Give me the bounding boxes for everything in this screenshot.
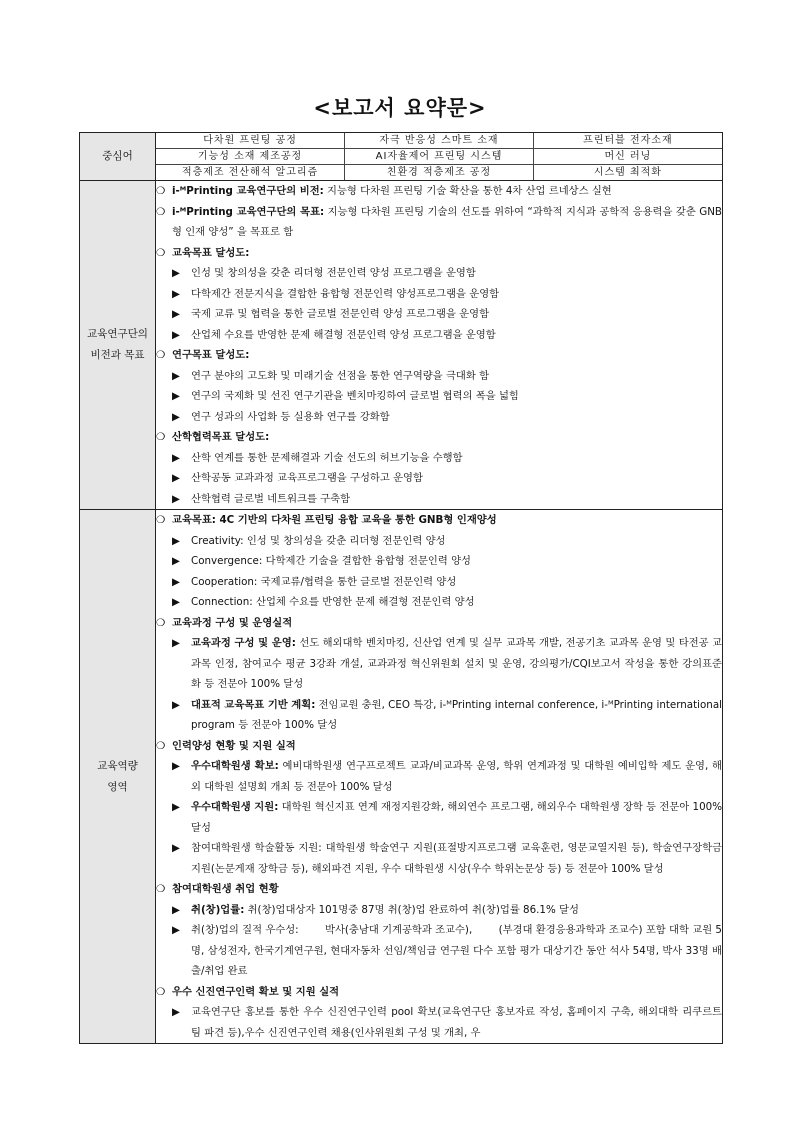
edu-goal-heading: 교육목표 달성도:: [172, 246, 250, 259]
keyword-cell: 자극 반응성 스마트 소재: [345, 133, 534, 149]
keyword-cell: AI자율제어 프린팅 시스템: [345, 149, 534, 165]
circle-bullet-icon: ❍: [156, 205, 166, 218]
hr1-heading: 우수대학원생 확보:: [191, 760, 279, 772]
vision-row: [80, 181, 723, 510]
triangle-bullet-icon: ▶: [172, 451, 180, 464]
edu-goal-title: 교육목표: 4C 기반의 다차원 프린팅 융합 교육을 통한 GNB형 인재양성: [172, 514, 497, 526]
hr2-text: 대학원 혁신지표 연계 재정지원강화, 해외연수 프로그램, 해외우수 대학원생 장학 등 전문아 100% 달성: [191, 801, 722, 834]
triangle-bullet-icon: ▶: [172, 308, 180, 320]
triangle-bullet-icon: ▶: [172, 472, 180, 484]
triangle-bullet-icon: ▶: [172, 760, 180, 772]
keywords-row: [80, 133, 723, 181]
circle-bullet-icon: ❍: [156, 431, 166, 443]
goal-text: 지능형 다차원 프린팅 기술의 선도를 위하여 “과학적 지식과 공학적 응용력을 갖춘 GNB형 인재 양성” 을 목표로 함: [172, 205, 722, 238]
emp1-heading: 취(창)업률:: [191, 903, 245, 916]
curr2-heading: 대표적 교육목표 기반 계획:: [191, 698, 316, 711]
keywords-grid: [156, 133, 722, 180]
triangle-bullet-icon: ▶: [172, 924, 180, 936]
list-item: 연구 분야의 고도화 및 미래기술 선점을 통한 연구역량을 극대화 함: [191, 369, 490, 382]
vision-heading: i-ᴹPrinting 교육연구단의 비전:: [172, 185, 324, 197]
list-item: 다학제간 전문지식을 결합한 융합형 전문인력 양성프로그램을 운영함: [191, 287, 500, 300]
list-item: 연구 성과의 사업화 등 실용화 연구를 강화함: [191, 410, 390, 423]
circle-bullet-icon: ❍: [156, 349, 166, 361]
list-item: 연구의 국제화 및 선진 연구기관을 벤치마킹하여 글로벌 협력의 폭을 넓힘: [191, 390, 519, 402]
circle-bullet-icon: ❍: [156, 616, 166, 629]
curr1-text: 선도 해외대학 벤치마킹, 신산업 연계 및 실무 교과목 개발, 전공기초 교과목 운영 및 타전공 교과목 인정, 참여교수 평균 3강좌 개설, 교과과정 혁신위원회 설치 및 운영, 강의평가/CQI보고서 작성을 통한 강의표준화 등 전문아 100% 달성: [191, 637, 722, 690]
edu-content: [156, 510, 723, 1044]
curr1-heading: 교육과정 구성 및 운영:: [191, 637, 296, 649]
keyword-cell: 머신 러닝: [533, 149, 722, 165]
keyword-cell: 시스템 최적화: [533, 165, 722, 181]
list-item: 인성 및 창의성을 갖춘 리더형 전문인력 양성 프로그램을 운영함: [191, 267, 476, 279]
circle-bullet-icon: ❍: [156, 185, 166, 197]
goal-heading: i-ᴹPrinting 교육연구단의 목표:: [172, 205, 325, 218]
triangle-bullet-icon: ▶: [172, 596, 180, 608]
list-item: 산학공동 교과과정 교육프로그램을 구성하고 운영함: [191, 472, 423, 484]
hr1-text: 예비대학원생 연구프로젝트 교과/비교과목 운영, 학위 연계과정 및 대학원 예비입학 제도 운영, 해외 대학원 설명회 개최 등 전문아 100% 달성: [191, 760, 722, 793]
list-item: 산학협력 글로벌 네트워크를 구축함: [191, 492, 351, 505]
triangle-bullet-icon: ▶: [172, 492, 180, 505]
vision-content: [156, 181, 723, 510]
emp2-text: 취(창)업의 질적 우수성: 박사(충남대 기계공학과 조교수), (부경대 환경응용과학과 조교수) 포함 대학 교원 5명, 삼성전자, 한국기계연구원, 현대자동차 선임/책임급 연구원 다수 포함 평가 대상기간 동안 석사 54명, 박사 33명 배출/취업 완료: [191, 924, 722, 977]
curr-heading: 교육과정 구성 및 운영실적: [172, 616, 293, 629]
triangle-bullet-icon: ▶: [172, 390, 180, 402]
list-item: 산학 연계를 통한 문제해결과 기술 선도의 허브기능을 수행함: [191, 451, 463, 464]
emp-heading: 참여대학원생 취업 현황: [172, 883, 279, 895]
list-item: Cooperation: 국제교류/협력을 통한 글로벌 전문인력 양성: [191, 575, 457, 588]
edu-label: 교육역량 영역: [80, 510, 156, 1044]
circle-bullet-icon: ❍: [156, 246, 166, 259]
triangle-bullet-icon: ▶: [172, 801, 180, 813]
triangle-bullet-icon: ▶: [172, 698, 180, 711]
nr1-text: 교육연구단 홍보를 통한 우수 신진연구인력 pool 확보(교육연구단 홍보자료 작성, 홈페이지 구축, 해외대학 리쿠르트 팀 파견 등),우수 신진연구인력 채용(인사위원회 구성 및 개최, 우: [191, 1006, 722, 1039]
ind-goal-heading: 산학협력목표 달성도:: [172, 431, 270, 443]
vision-label: 교육연구단의 비전과 목표: [80, 181, 156, 510]
res-goal-heading: 연구목표 달성도:: [172, 349, 250, 361]
triangle-bullet-icon: ▶: [172, 287, 180, 300]
triangle-bullet-icon: ▶: [172, 1006, 180, 1018]
list-item: 국제 교류 및 협력을 통한 글로벌 전문인력 양성 프로그램을 운영함: [191, 308, 490, 320]
triangle-bullet-icon: ▶: [172, 328, 180, 341]
triangle-bullet-icon: ▶: [172, 842, 180, 854]
circle-bullet-icon: ❍: [156, 514, 166, 526]
keyword-cell: 적층제조 전산해석 알고리즘: [156, 165, 345, 181]
keyword-cell: 프린터블 전자소재: [533, 133, 722, 149]
page-title: <보고서 요약문>: [313, 96, 487, 120]
list-item: Connection: 산업체 수요를 반영한 문제 해결형 전문인력 양성: [191, 596, 475, 608]
list-item: Convergence: 다학제간 기술을 결합한 융합형 전문인력 양성: [191, 555, 471, 567]
hr2-heading: 우수대학원생 지원:: [191, 801, 279, 813]
keyword-cell: 친환경 적층제조 공정: [345, 165, 534, 181]
triangle-bullet-icon: ▶: [172, 369, 180, 382]
curr2-text: 전임교원 충원, CEO 특강, i-ᴹPrinting internal conference, i-ᴹPrinting international program 등 전문아 100% 달성: [191, 698, 722, 731]
emp1-text: 취(창)업대상자 101명중 87명 취(창)업 완료하여 취(창)업률 86.1% 달성: [244, 903, 579, 916]
list-item: Creativity: 인성 및 창의성을 갖춘 리더형 전문인력 양성: [191, 534, 446, 547]
summary-table: [79, 132, 723, 1044]
triangle-bullet-icon: ▶: [172, 410, 180, 423]
edu-row: [80, 510, 723, 1044]
list-item: 산업체 수요를 반영한 문제 해결형 전문인력 양성 프로그램을 운영함: [191, 328, 496, 341]
triangle-bullet-icon: ▶: [172, 903, 180, 916]
hr-heading: 인력양성 현황 및 지원 실적: [172, 739, 296, 752]
circle-bullet-icon: ❍: [156, 883, 166, 895]
keyword-cell: 다차원 프린팅 공정: [156, 133, 345, 149]
vision-text: 지능형 다차원 프린팅 기술 확산을 통한 4차 산업 르네상스 실현: [323, 185, 612, 197]
keyword-cell: 기능성 소재 제조공정: [156, 149, 345, 165]
circle-bullet-icon: ❍: [156, 739, 166, 752]
hr3-text: 참여대학원생 학술활동 지원: 대학원생 학술연구 지원(표절방지프로그램 교육훈련, 영문교열지원 등), 학술연구장학금 지원(논문게재 장학금 등), 해외파견 지원, 우수 대학원생 시상(우수 학위논문상 등) 등 전문아 100% 달성: [191, 842, 722, 875]
circle-bullet-icon: ❍: [156, 985, 166, 998]
triangle-bullet-icon: ▶: [172, 267, 180, 279]
triangle-bullet-icon: ▶: [172, 555, 180, 567]
nr-heading: 우수 신진연구인력 확보 및 지원 실적: [172, 985, 340, 998]
triangle-bullet-icon: ▶: [172, 637, 180, 649]
triangle-bullet-icon: ▶: [172, 534, 180, 547]
triangle-bullet-icon: ▶: [172, 575, 180, 588]
keywords-label: 중심어: [80, 133, 156, 181]
